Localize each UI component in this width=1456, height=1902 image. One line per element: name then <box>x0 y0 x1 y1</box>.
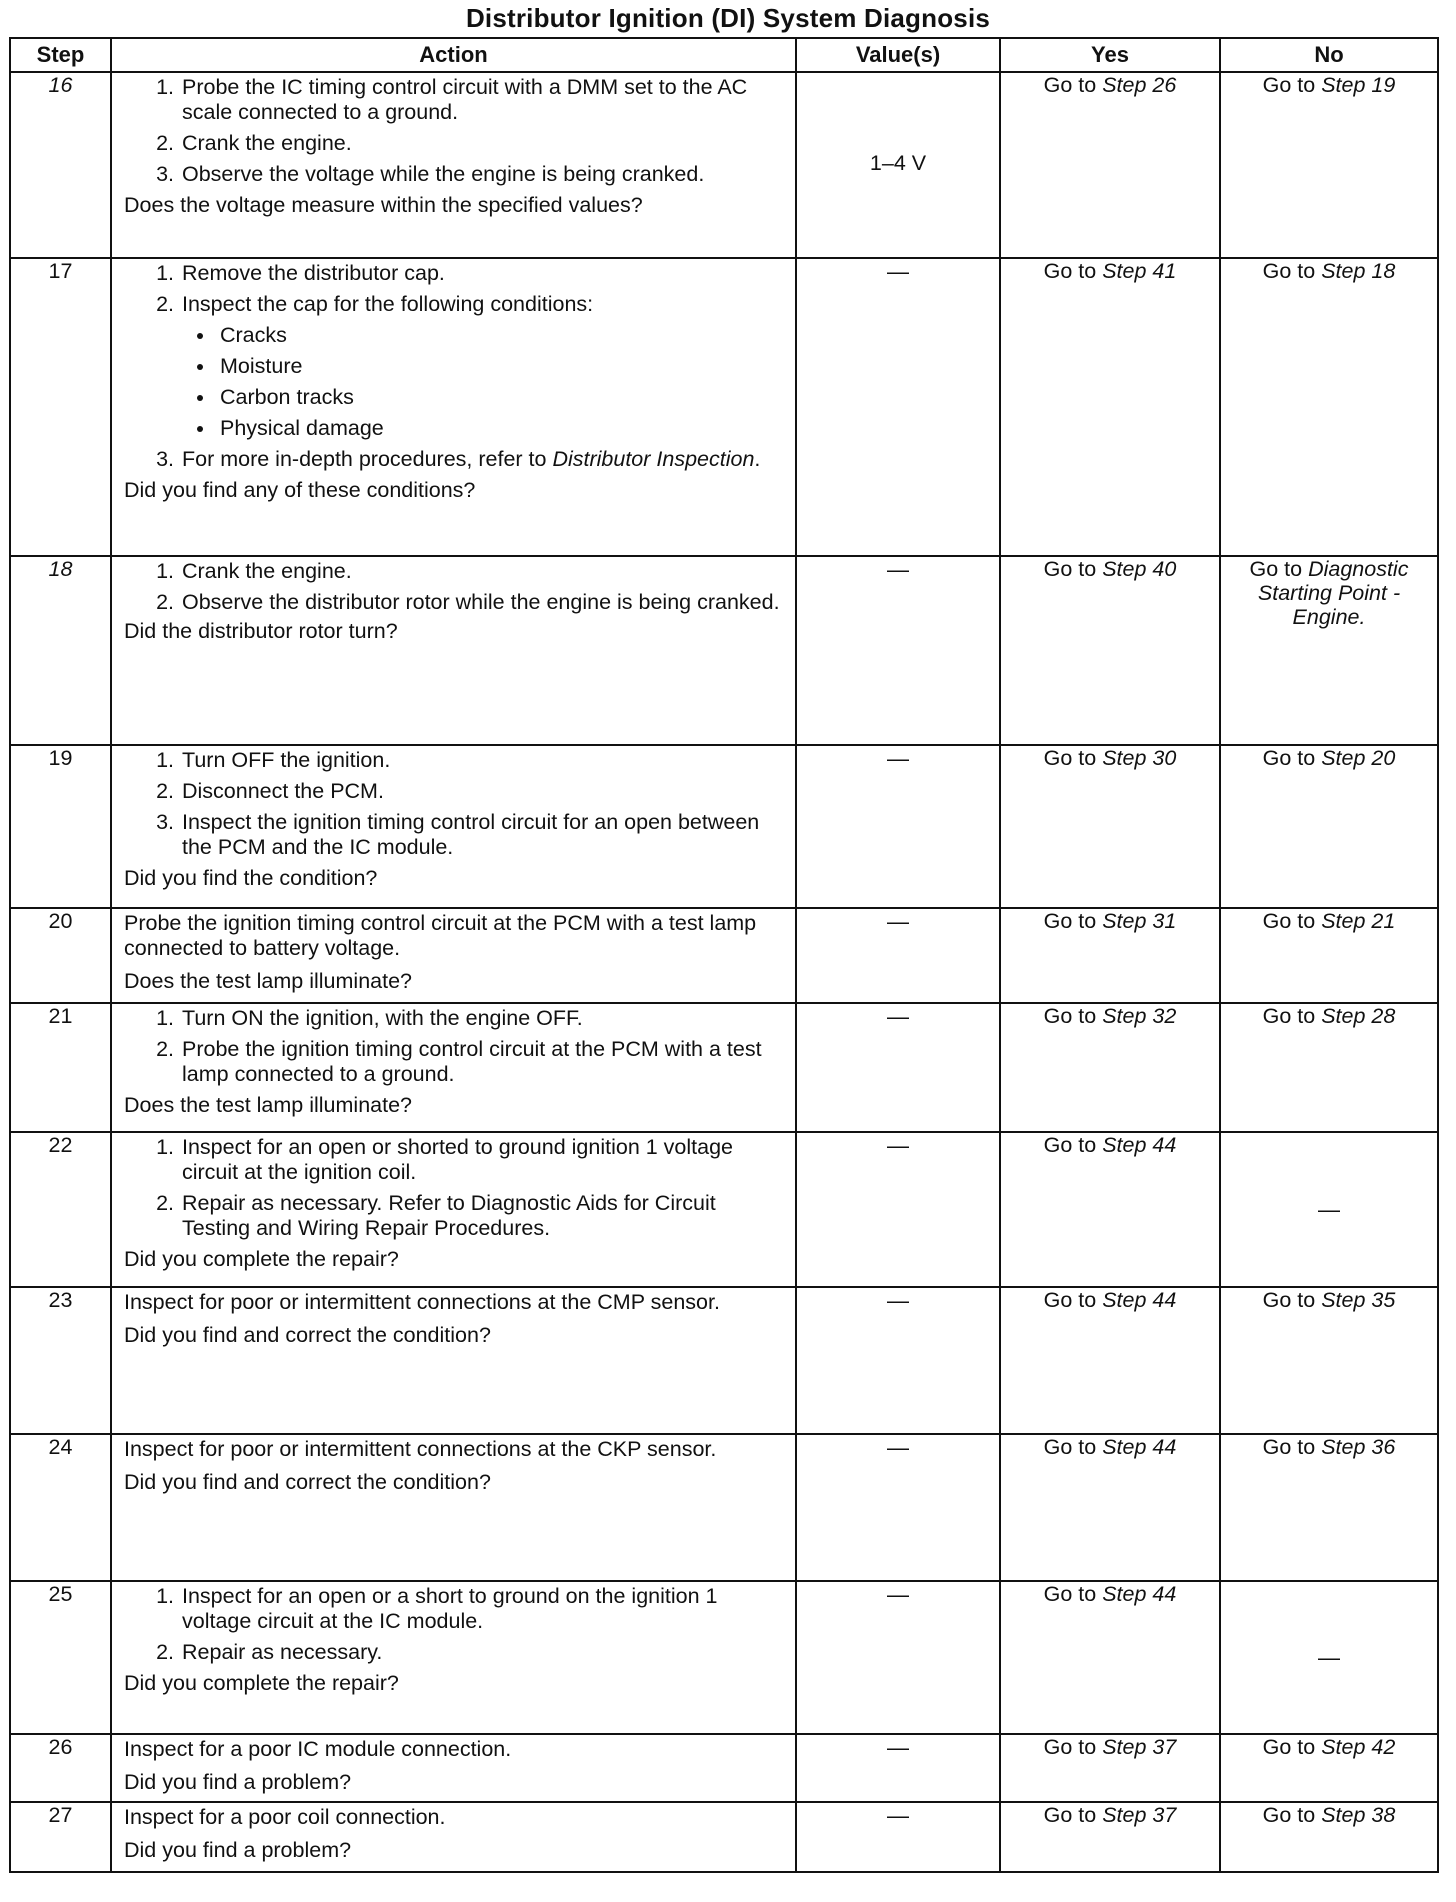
action-steps <box>124 1135 787 1241</box>
action-step: 2. Observe the distributor rotor while the engine is being cranked. <box>180 590 787 615</box>
value-cell: — <box>796 908 1000 1003</box>
table-header-row <box>10 38 1438 72</box>
no-cell <box>1220 1003 1438 1132</box>
no-cell <box>1220 1287 1438 1434</box>
table-row <box>10 1287 1438 1434</box>
action-question: Did you find the condition? <box>124 866 378 890</box>
action-step: 2. Disconnect the PCM. <box>180 779 787 804</box>
step-number: 16 <box>10 72 111 258</box>
yes-cell <box>1000 1434 1220 1581</box>
action-question: Does the test lamp illuminate? <box>124 1093 413 1117</box>
action-step-suffix: . <box>754 447 761 471</box>
header-step: Step <box>10 38 111 72</box>
table-row <box>10 745 1438 908</box>
action-question: Did you find and correct the condition? <box>124 1323 491 1347</box>
no-cell <box>1220 556 1438 745</box>
no-goto-link[interactable]: Step 21 <box>1321 909 1396 933</box>
value-cell: — <box>796 258 1000 556</box>
step-number: 18 <box>10 556 111 745</box>
diagnosis-table <box>9 37 1439 1873</box>
action-text: Inspect for poor or intermittent connections at the CMP sensor. <box>124 1290 720 1314</box>
yes-goto-prefix: Go to <box>1043 259 1103 283</box>
condition-list <box>182 323 787 441</box>
action-question: Did you find a problem? <box>124 1770 352 1794</box>
header-values: Value(s) <box>796 38 1000 72</box>
table-row <box>10 908 1438 1003</box>
no-goto-link[interactable]: Diagnostic Starting Point - Engine. <box>1257 557 1409 629</box>
action-cell <box>111 258 796 556</box>
yes-goto-link[interactable]: Step 44 <box>1102 1133 1177 1157</box>
no-cell <box>1220 1734 1438 1802</box>
action-step-text: Inspect the cap for the following conditions: <box>182 292 594 316</box>
no-cell: — <box>1220 1581 1438 1734</box>
action-question: Did you find any of these conditions? <box>124 478 476 502</box>
yes-goto-link[interactable]: Step 26 <box>1102 73 1177 97</box>
action-text: Inspect for a poor IC module connection. <box>124 1737 512 1761</box>
no-cell <box>1220 908 1438 1003</box>
condition-item: • Physical damage <box>216 416 787 441</box>
no-goto-link[interactable]: Step 38 <box>1321 1803 1396 1827</box>
step-number: 21 <box>10 1003 111 1132</box>
value-cell: — <box>796 1734 1000 1802</box>
condition-item: • Moisture <box>216 354 787 379</box>
header-yes: Yes <box>1000 38 1220 72</box>
action-text: Inspect for poor or intermittent connections at the CKP sensor. <box>124 1437 717 1461</box>
yes-goto-link[interactable]: Step 41 <box>1102 259 1177 283</box>
no-goto-prefix: Go to <box>1249 557 1309 581</box>
value-cell: 1–4 V <box>796 72 1000 258</box>
yes-cell <box>1000 908 1220 1003</box>
step-number: 25 <box>10 1581 111 1734</box>
action-step <box>180 447 787 472</box>
no-goto-link[interactable]: Step 28 <box>1321 1004 1396 1028</box>
action-steps <box>124 1006 787 1087</box>
value-cell: — <box>796 556 1000 745</box>
action-cell <box>111 745 796 908</box>
yes-goto-prefix: Go to <box>1043 746 1103 770</box>
value-cell: — <box>796 745 1000 908</box>
action-cell <box>111 1287 796 1434</box>
action-step: 1. Turn ON the ignition, with the engine OFF. <box>180 1006 787 1031</box>
yes-cell <box>1000 1581 1220 1734</box>
no-goto-prefix: Go to <box>1262 746 1322 770</box>
yes-goto-link[interactable]: Step 44 <box>1102 1288 1177 1312</box>
action-steps <box>124 748 787 860</box>
no-cell <box>1220 258 1438 556</box>
action-step: 3. Observe the voltage while the engine is being cranked. <box>180 162 787 187</box>
action-step: 1. Turn OFF the ignition. <box>180 748 787 773</box>
action-cell <box>111 1802 796 1872</box>
action-steps <box>124 261 787 472</box>
yes-goto-prefix: Go to <box>1043 1004 1103 1028</box>
action-step: 2. Repair as necessary. Refer to Diagnostic Aids for Circuit Testing and Wiring Repair Procedures. <box>180 1191 787 1241</box>
action-cell <box>111 1734 796 1802</box>
step-number: 22 <box>10 1132 111 1287</box>
yes-goto-prefix: Go to <box>1043 909 1103 933</box>
no-goto-link[interactable]: Step 19 <box>1321 73 1396 97</box>
table-row <box>10 258 1438 556</box>
action-steps <box>124 75 787 187</box>
yes-goto-link[interactable]: Step 32 <box>1102 1004 1177 1028</box>
action-question: Does the test lamp illuminate? <box>124 969 413 993</box>
action-question: Did you complete the repair? <box>124 1247 399 1271</box>
action-step: 2. Probe the ignition timing control circuit at the PCM with a test lamp connected to a ground. <box>180 1037 787 1087</box>
condition-item: • Cracks <box>216 323 787 348</box>
no-goto-prefix: Go to <box>1262 1803 1322 1827</box>
yes-cell <box>1000 1132 1220 1287</box>
action-question: Did you complete the repair? <box>124 1671 399 1695</box>
value-cell: — <box>796 1434 1000 1581</box>
action-steps <box>124 1584 787 1665</box>
no-goto-link[interactable]: Step 42 <box>1321 1735 1396 1759</box>
action-text: Inspect for a poor coil connection. <box>124 1805 446 1829</box>
no-goto-link[interactable]: Step 36 <box>1321 1435 1396 1459</box>
no-goto-prefix: Go to <box>1262 1435 1322 1459</box>
action-step: 1. Probe the IC timing control circuit with a DMM set to the AC scale connected to a ground. <box>180 75 787 125</box>
action-step: 1. Crank the engine. <box>180 559 787 584</box>
action-step: 1. Inspect for an open or shorted to ground ignition 1 voltage circuit at the ignition coil. <box>180 1135 787 1185</box>
condition-item: • Carbon tracks <box>216 385 787 410</box>
yes-goto-prefix: Go to <box>1043 1133 1103 1157</box>
step-number: 19 <box>10 745 111 908</box>
yes-goto-prefix: Go to <box>1043 1735 1103 1759</box>
table-row <box>10 1434 1438 1581</box>
yes-goto-link[interactable]: Step 40 <box>1102 557 1177 581</box>
action-step: 1. Inspect for an open or a short to ground on the ignition 1 voltage circuit at the IC module. <box>180 1584 787 1634</box>
action-question: Did the distributor rotor turn? <box>124 619 398 643</box>
no-goto-prefix: Go to <box>1262 73 1322 97</box>
table-row <box>10 1132 1438 1287</box>
step-number: 24 <box>10 1434 111 1581</box>
reference-link[interactable]: Distributor Inspection <box>552 447 755 471</box>
value-cell: — <box>796 1132 1000 1287</box>
header-action: Action <box>111 38 796 72</box>
no-goto-prefix: Go to <box>1262 259 1322 283</box>
no-goto-link[interactable]: Step 18 <box>1321 259 1396 283</box>
yes-cell <box>1000 745 1220 908</box>
yes-goto-prefix: Go to <box>1043 73 1103 97</box>
action-cell <box>111 908 796 1003</box>
step-number: 23 <box>10 1287 111 1434</box>
no-cell: — <box>1220 1132 1438 1287</box>
no-goto-link[interactable]: Step 20 <box>1321 746 1396 770</box>
value-cell: — <box>796 1581 1000 1734</box>
yes-goto-prefix: Go to <box>1043 557 1103 581</box>
action-question: Does the voltage measure within the specified values? <box>124 193 643 217</box>
action-question: Did you find and correct the condition? <box>124 1470 491 1494</box>
action-cell <box>111 1434 796 1581</box>
header-no: No <box>1220 38 1438 72</box>
action-step <box>180 292 787 441</box>
yes-cell <box>1000 1003 1220 1132</box>
action-step: 1. Remove the distributor cap. <box>180 261 787 286</box>
value-cell: — <box>796 1802 1000 1872</box>
no-cell <box>1220 1434 1438 1581</box>
value-cell: — <box>796 1287 1000 1434</box>
action-step: 2. Crank the engine. <box>180 131 787 156</box>
yes-cell <box>1000 1734 1220 1802</box>
yes-goto-link[interactable]: Step 44 <box>1102 1435 1177 1459</box>
yes-cell <box>1000 556 1220 745</box>
action-cell <box>111 72 796 258</box>
yes-goto-link[interactable]: Step 37 <box>1102 1735 1177 1759</box>
action-text: Probe the ignition timing control circuit at the PCM with a test lamp connected to battery voltage. <box>124 911 757 960</box>
yes-goto-link[interactable]: Step 31 <box>1102 909 1177 933</box>
yes-goto-prefix: Go to <box>1043 1582 1103 1606</box>
no-goto-prefix: Go to <box>1262 909 1322 933</box>
action-steps <box>124 559 787 617</box>
yes-cell <box>1000 1802 1220 1872</box>
yes-cell <box>1000 1287 1220 1434</box>
action-cell <box>111 556 796 745</box>
document-title: Distributor Ignition (DI) System Diagnosis <box>465 3 991 33</box>
yes-goto-link[interactable]: Step 30 <box>1102 746 1177 770</box>
table-row <box>10 556 1438 745</box>
table-row <box>10 1003 1438 1132</box>
action-cell <box>111 1003 796 1132</box>
table-row <box>10 1581 1438 1734</box>
table-row <box>10 1802 1438 1872</box>
action-step: 2. Repair as necessary. <box>180 1640 787 1665</box>
no-cell <box>1220 745 1438 908</box>
table-row <box>10 1734 1438 1802</box>
yes-cell <box>1000 72 1220 258</box>
yes-goto-link[interactable]: Step 37 <box>1102 1803 1177 1827</box>
no-goto-link[interactable]: Step 35 <box>1321 1288 1396 1312</box>
yes-goto-prefix: Go to <box>1043 1803 1103 1827</box>
action-step: 3. Inspect the ignition timing control circuit for an open between the PCM and the IC module. <box>180 810 787 860</box>
yes-goto-link[interactable]: Step 44 <box>1102 1582 1177 1606</box>
yes-goto-prefix: Go to <box>1043 1435 1103 1459</box>
action-question: Did you find a problem? <box>124 1838 352 1862</box>
no-goto-prefix: Go to <box>1262 1004 1322 1028</box>
step-number: 20 <box>10 908 111 1003</box>
no-goto-prefix: Go to <box>1262 1735 1322 1759</box>
action-step-text: For more in-depth procedures, refer to <box>182 447 553 471</box>
no-goto-prefix: Go to <box>1262 1288 1322 1312</box>
step-number: 26 <box>10 1734 111 1802</box>
step-number: 17 <box>10 258 111 556</box>
table-row <box>10 72 1438 258</box>
value-cell: — <box>796 1003 1000 1132</box>
action-cell <box>111 1581 796 1734</box>
action-cell <box>111 1132 796 1287</box>
yes-goto-prefix: Go to <box>1043 1288 1103 1312</box>
no-cell <box>1220 72 1438 258</box>
no-cell <box>1220 1802 1438 1872</box>
step-number: 27 <box>10 1802 111 1872</box>
yes-cell <box>1000 258 1220 556</box>
